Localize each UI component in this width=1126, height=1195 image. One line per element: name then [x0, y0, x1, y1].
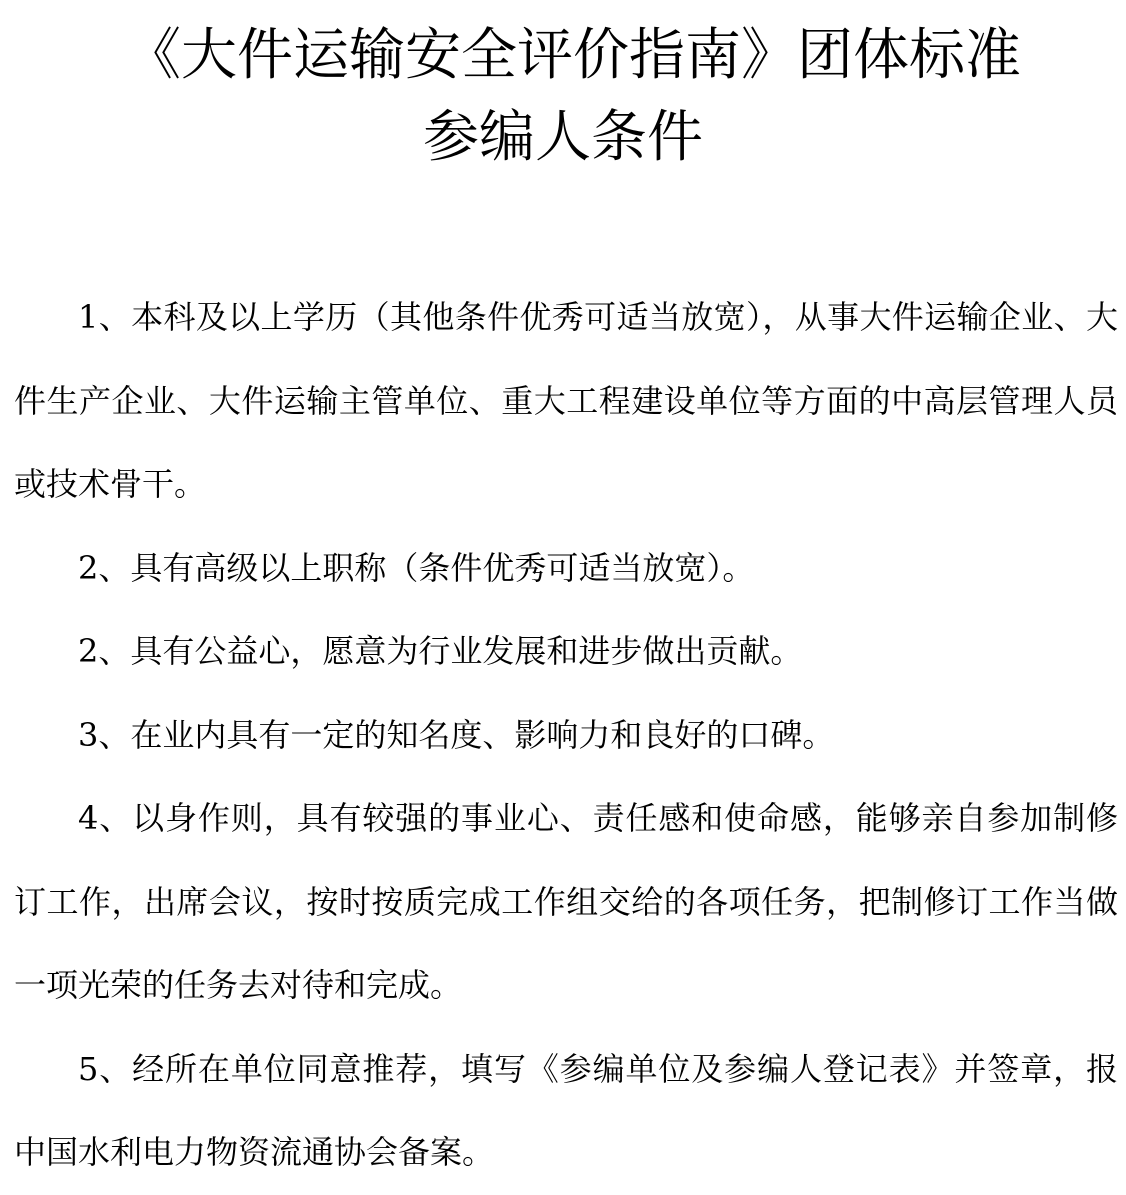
paragraph-title-rank: 2、具有高级以上职称（条件优秀可适当放宽）。	[78, 548, 755, 587]
paragraph-public-spirit: 2、具有公益心，愿意为行业发展和进步做出贡献。	[78, 632, 803, 670]
paragraph-education: 1、本科及以上学历（其他条件优秀可适当放宽），从事大件运输企业、大件生产企业、大件运输主管单位、重大工程建设单位等方面的中高层管理人员或技术骨干。	[14, 298, 1118, 503]
paragraph-registration: 5、经所在单位同意推荐，填写《参编单位及参编人登记表》并签章，报中国水利电力物资流通协会备案。	[14, 1049, 1118, 1171]
document-subtitle: 参编人条件	[423, 105, 703, 170]
paragraph-responsibility: 4、以身作则，具有较强的事业心、责任感和使命感，能够亲自参加制修订工作，出席会议，按时按质完成工作组交给的各项任务，把制修订工作当做一项光荣的任务去对待和完成。	[14, 799, 1118, 1004]
paragraph-reputation: 3、在业内具有一定的知名度、影响力和良好的口碑。	[78, 715, 835, 754]
document-body	[14, 276, 1118, 1195]
document-title: 《大件运输安全评价指南》团体标准	[125, 23, 1021, 88]
